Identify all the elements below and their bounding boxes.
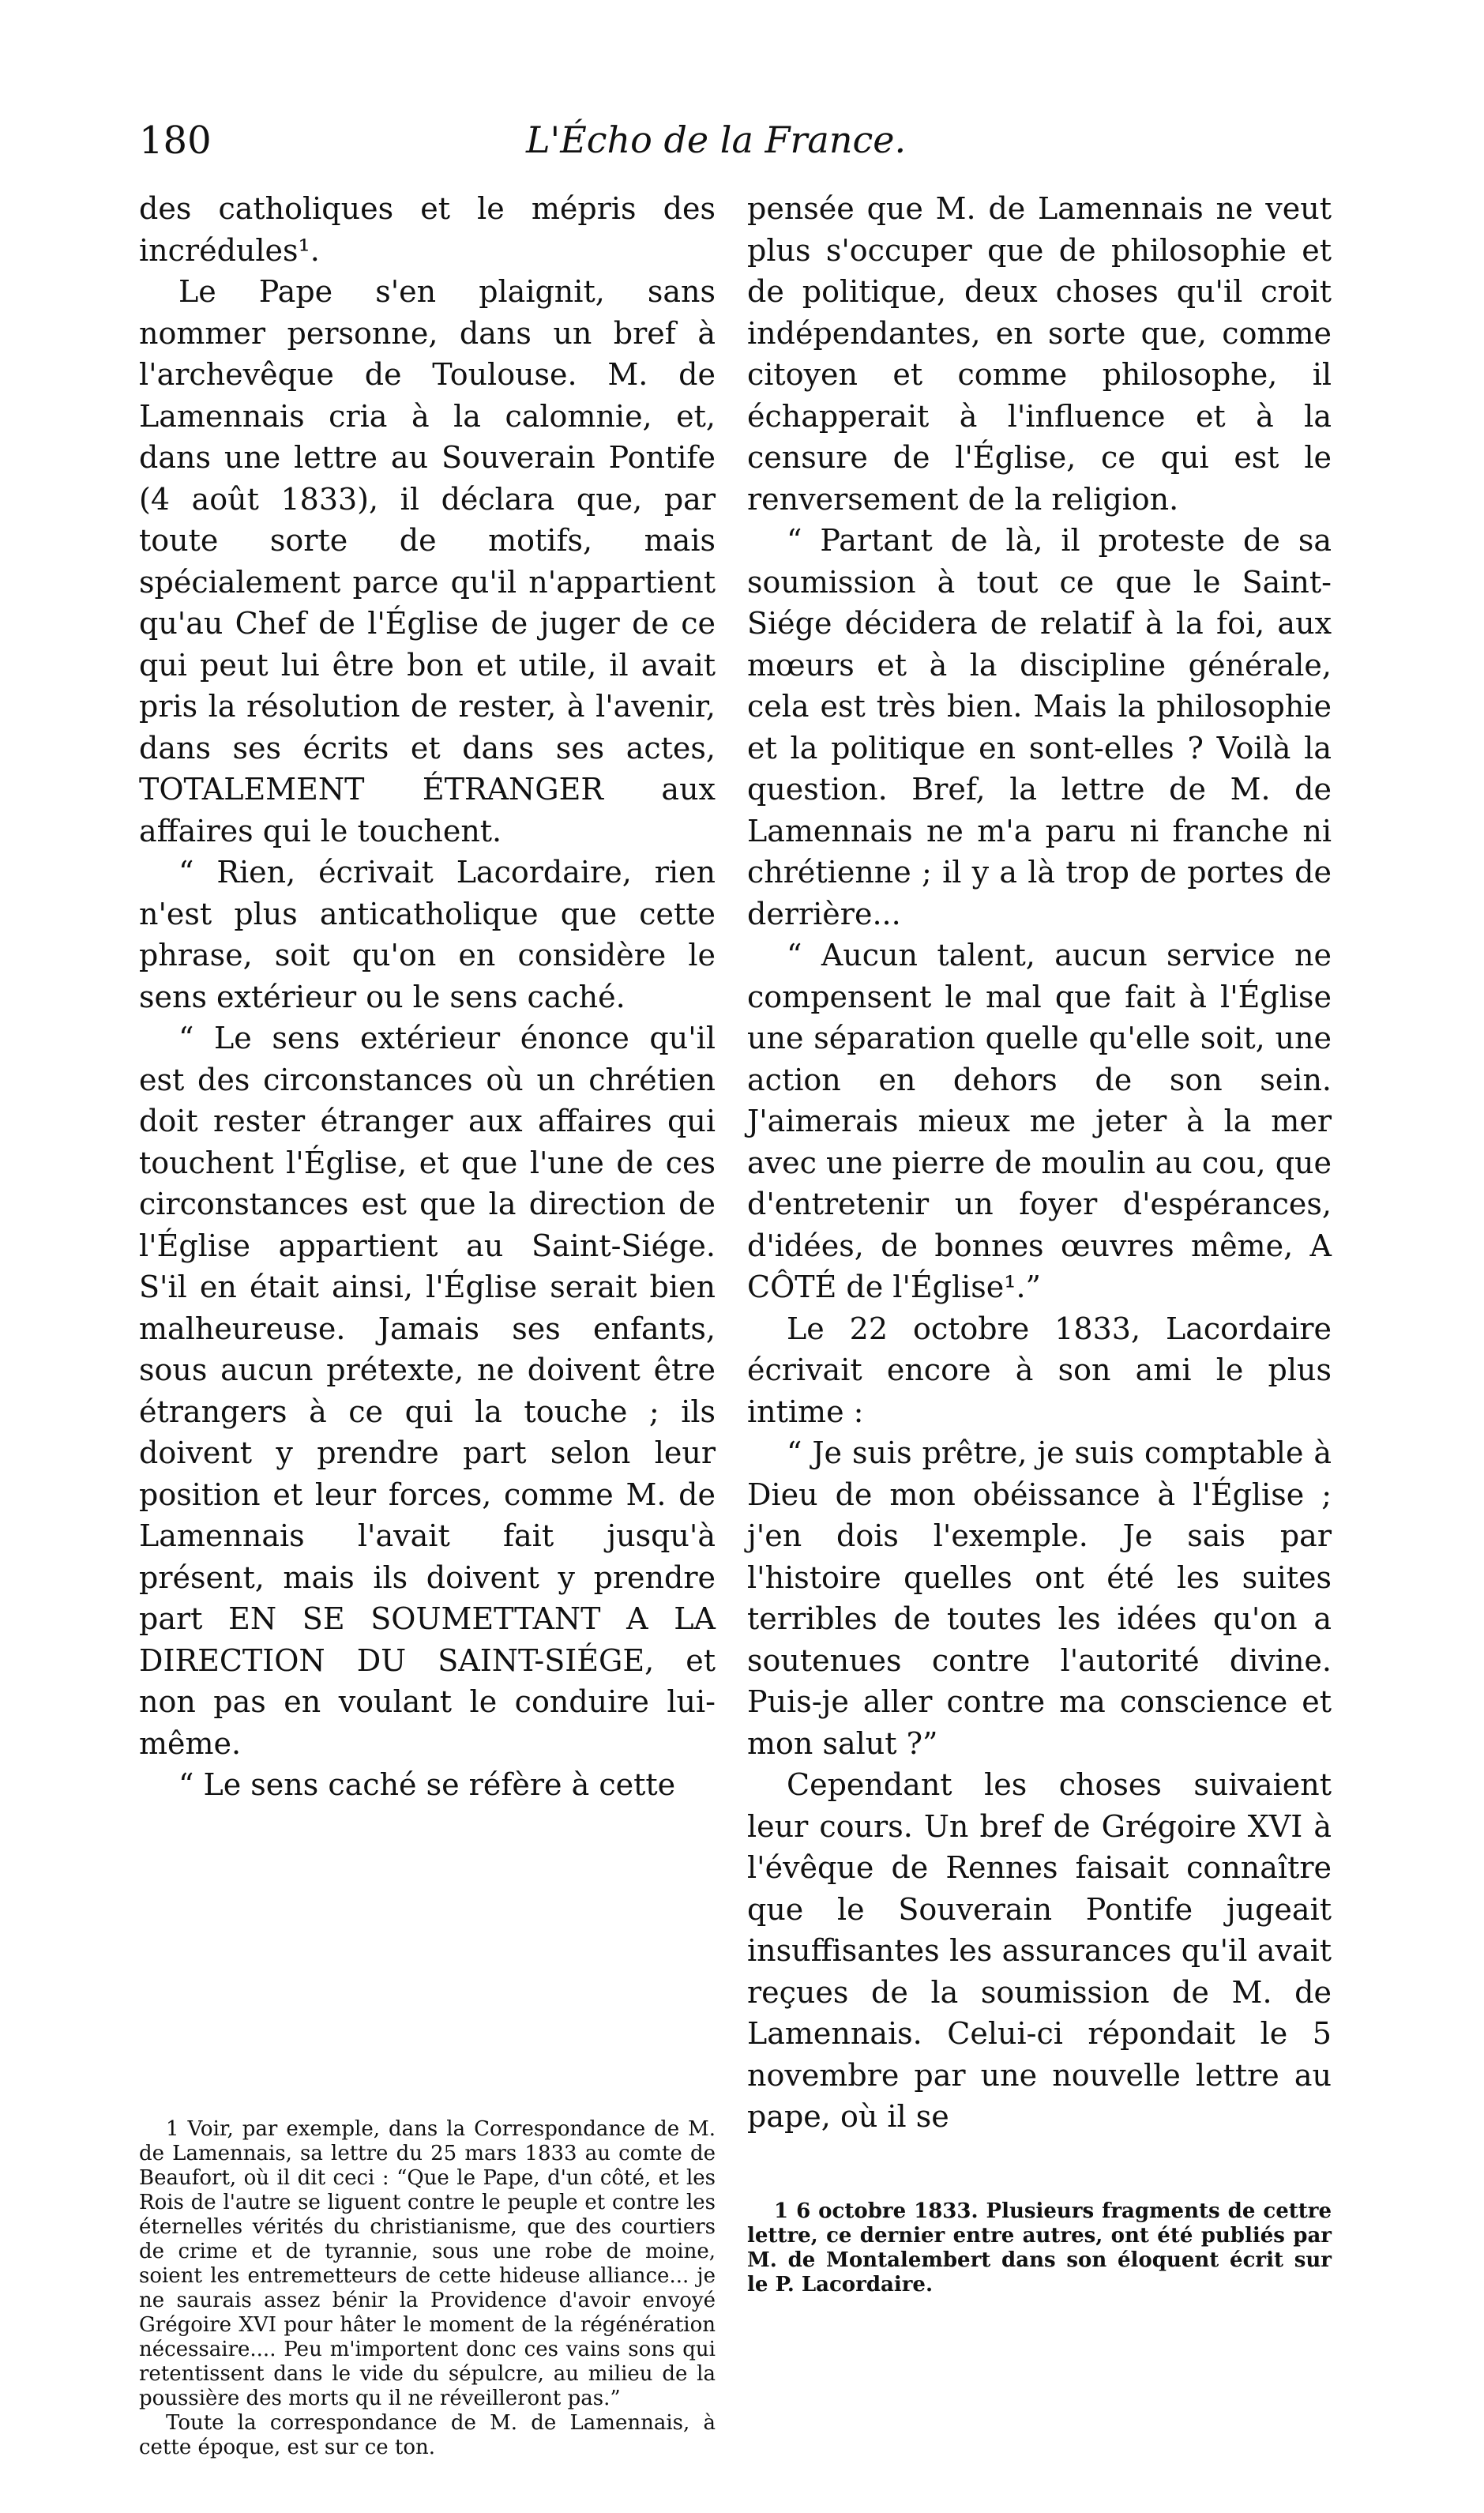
left-footnote-2: Toute la correspondance de M. de Lamennais, à cette époque, est sur ce ton. <box>139 2411 716 2459</box>
left-paragraph-4: “ Le sens extérieur énonce qu'il est des circonstances où un chrétien doit rester étranger aux affaires qui touchent l'Église, et que l'une de ces circonstances est que la direction de l'Église appartient au Saint-Siége. S'il en était ainsi, l'Église serait bien malheureuse. Jamais ses enfants, sous aucun prétexte, ne doivent être étrangers à ce qui la touche ; ils doivent y prendre part selon leur position et leur forces, comme M. de Lamennais l'avait fait jusqu'à présent, mais ils doivent y prendre part EN SE SOUMETTANT A LA DIRECTION DU SAINT-SIÉGE, et non pas en voulant le conduire lui-même. <box>139 1021 716 1761</box>
left-paragraph-2: Le Pape s'en plaignit, sans nommer personne, dans un bref à l'archevêque de Toulouse. M. de Lamennais cria à la calomnie, et, dans une lettre au Souverain Pontife (4 août 1833), il déclara que, par toute sorte de motifs, mais spécialement parce qu'il n'appartient qu'au Chef de l'Église de juger de ce qui peut lui être bon et utile, il avait pris la résolution de rester, à l'avenir, dans ses écrits et dans ses actes, TOTALEMENT ÉTRANGER aux affaires qui le touchent. <box>139 274 716 848</box>
left-paragraph-1: des catholiques et le mépris des incrédules¹. <box>139 191 716 268</box>
right-footnote-1: 1 6 octobre 1833. Plusieurs fragments de cettre lettre, ce dernier entre autres, ont été publiés par M. de Montalembert dans son éloquent écrit sur le P. Lacordaire. <box>747 2199 1332 2297</box>
left-paragraph-3: “ Rien, écrivait Lacordaire, rien n'est plus anticatholique que cette phrase, soit qu'on en considère le sens extérieur ou le sens caché. <box>139 855 716 1014</box>
right-paragraph-3: “ Aucun talent, aucun service ne compensent le mal que fait à l'Église une séparation quelle qu'elle soit, une action en dehors de son sein. J'aimerais mieux me jeter à la mer avec une pierre de moulin au cou, que d'entretenir un foyer d'espérances, d'idées, de bonnes œuvres même, A CÔTÉ de l'Église¹.” <box>747 938 1332 1304</box>
right-paragraph-4: Le 22 octobre 1833, Lacordaire écrivait encore à son ami le plus intime : <box>747 1311 1332 1429</box>
left-column <box>139 188 716 1806</box>
right-paragraph-2: “ Partant de là, il proteste de sa soumission à tout ce que le Saint-Siége décidera de relatif à la foi, aux mœurs et à la discipline générale, cela est très bien. Mais la philosophie et la politique en sont-elles ? Voilà la question. Bref, la lettre de M. de Lamennais ne m'a paru ni franche ni chrétienne ; il y a là trop de portes de derrière... <box>747 523 1332 931</box>
left-paragraph-5: “ Le sens caché se réfère à cette <box>178 1767 676 1802</box>
left-footnote-1: 1 Voir, par exemple, dans la Correspondance de M. de Lamennais, sa lettre du 25 mars 1833 au comte de Beaufort, où il dit ceci : “Que le Pape, d'un côté, et les Rois de l'autre se liguent contre le peuple et contre les éternelles vérités du christianisme, que des courtiers de crime et de tyrannie, sous une robe de moine, soient les entremetteurs de cette hideuse alliance... je ne saurais assez bénir la Providence d'avoir envoyé Grégoire XVI pour hâter le moment de la régénération nécessaire.... Peu m'importent donc ces vains sons qui retentissent dans le vide du sépulcre, au milieu de la poussière des morts qu il ne réveilleront pas.” <box>139 2117 716 2410</box>
running-title: L'Écho de la France. <box>526 119 907 161</box>
right-paragraph-6: Cependant les choses suivaient leur cours. Un bref de Grégoire XVI à l'évêque de Rennes faisait connaître que le Souverain Pontife jugeait insuffisantes les assurances qu'il avait reçues de la soumission de M. de Lamennais. Celui-ci répondait le 5 novembre par une nouvelle lettre au pape, où il se <box>747 1767 1332 2134</box>
page-number: 180 <box>139 119 212 163</box>
page-header <box>139 119 1360 166</box>
right-paragraph-1: pensée que M. de Lamennais ne veut plus s'occuper que de philosophie et de politique, deux choses qu'il croit indépendantes, en sorte que, comme citoyen et comme philosophe, il échapperait à l'influence et à la censure de l'Église, ce qui est le renversement de la religion. <box>747 191 1332 517</box>
right-paragraph-5: “ Je suis prêtre, je suis comptable à Dieu de mon obéissance à l'Église ; j'en dois l'exemple. Je sais par l'histoire quelles ont été les suites terribles de toutes les idées qu'on a soutenues contre l'autorité divine. Puis-je aller contre ma conscience et mon salut ?” <box>747 1435 1332 1761</box>
right-column <box>747 188 1332 2138</box>
